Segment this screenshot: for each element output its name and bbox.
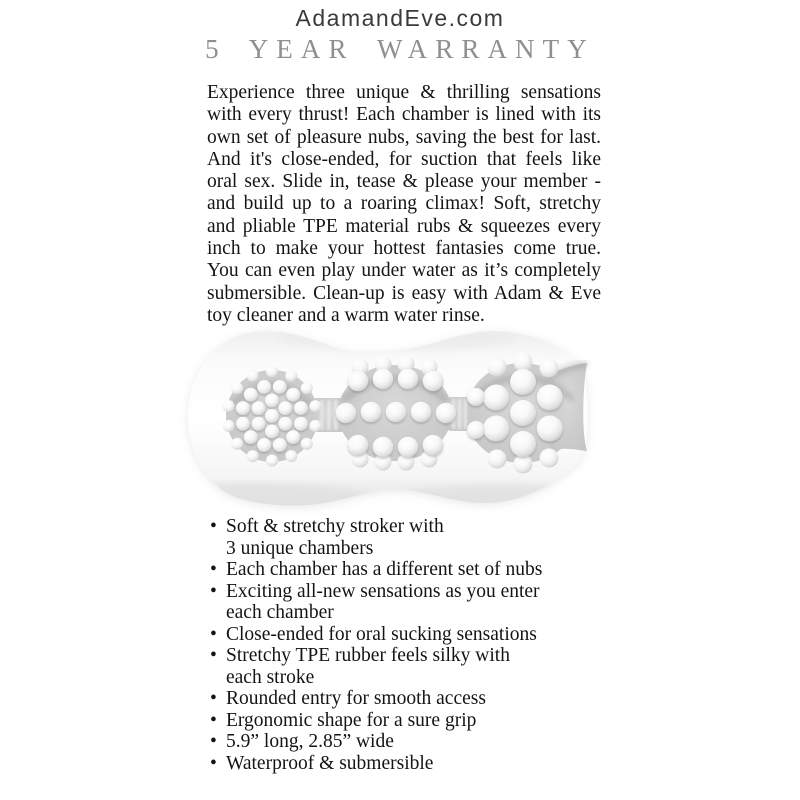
nub [467, 421, 485, 439]
nub [252, 417, 266, 431]
nub [294, 417, 308, 431]
nub [436, 403, 457, 424]
nub [348, 435, 369, 456]
nub [236, 417, 250, 431]
scallop-bump [247, 370, 259, 382]
nub [278, 401, 292, 415]
scallop-bump [540, 449, 559, 468]
bullet-marker: • [210, 688, 217, 709]
nub [423, 435, 444, 456]
feature-line [210, 602, 614, 624]
bullet-marker: • [210, 516, 217, 537]
nub [286, 430, 300, 444]
bullet-marker: • [210, 709, 217, 731]
nub [273, 438, 287, 452]
nub [386, 402, 407, 423]
feature-item [210, 516, 614, 559]
feature-item [210, 624, 614, 646]
feature-item [210, 753, 614, 775]
description-line: And it's close-ended, for suction that feels like [207, 148, 601, 170]
feature-line [210, 753, 614, 775]
feature-text: Ergonomic shape for a sure grip [226, 709, 477, 731]
scallop-bump [540, 359, 559, 378]
bullet-marker: • [210, 559, 217, 580]
scallop-bump [223, 420, 235, 432]
feature-text: Exciting all-new sensations as you enter [226, 580, 540, 602]
nub [348, 371, 369, 392]
scallop-bump [309, 400, 321, 412]
nub [398, 369, 419, 390]
nub [373, 369, 394, 390]
feature-line [210, 645, 614, 667]
feature-text: Close-ended for oral sucking sensations [226, 623, 537, 645]
nub [278, 417, 292, 431]
scallop-bump [301, 382, 313, 394]
nub [483, 385, 509, 411]
nub [257, 380, 271, 394]
nub [483, 416, 509, 442]
feature-text: Waterproof & submersible [226, 752, 434, 774]
nub [265, 409, 279, 423]
feature-text: each stroke [226, 666, 315, 688]
nub [265, 394, 279, 408]
scallop-bump [488, 358, 507, 377]
nub [244, 388, 258, 402]
nub [257, 438, 271, 452]
nub [411, 402, 432, 423]
scallop-bump [266, 455, 278, 467]
feature-item [210, 645, 614, 688]
feature-text: 3 unique chambers [226, 537, 374, 559]
description-line: toy cleaner and a warm water rinse. [207, 304, 485, 326]
nub [273, 380, 287, 394]
feature-item [210, 581, 614, 624]
nub [244, 430, 258, 444]
bullet-marker: • [210, 645, 217, 666]
feature-item [210, 688, 614, 710]
scallop-bump [488, 450, 507, 469]
nub [373, 437, 394, 458]
nub [286, 388, 300, 402]
feature-text: Stretchy TPE rubber feels silky with [226, 645, 510, 666]
nub [537, 416, 563, 442]
warranty-heading: 5 YEAR WARRANTY [205, 34, 595, 64]
description-line: oral sex. Slide in, tease & please your member - [207, 171, 601, 193]
description-line: and build up to a roaring climax! Soft, stretchy [207, 193, 601, 215]
nub [265, 425, 279, 439]
bullet-marker: • [210, 623, 217, 645]
description-line: inch to make your hottest fantasies come true. [207, 238, 601, 260]
feature-line [210, 581, 614, 603]
description-line: with every thrust! Each chamber is lined with its [207, 104, 601, 126]
scallop-bump [266, 366, 278, 378]
feature-item [210, 710, 614, 732]
feature-text: each chamber [226, 602, 334, 623]
scallop-bump [285, 370, 297, 382]
product-illustration [170, 320, 630, 515]
scallop-bump [247, 450, 259, 462]
feature-line [210, 688, 614, 710]
feature-list [210, 516, 614, 774]
scallop-bump [514, 353, 533, 372]
description [207, 82, 601, 327]
scallop-bump [301, 438, 313, 450]
nub [510, 431, 536, 457]
feature-text: Each chamber has a different set of nubs [226, 559, 543, 580]
nub [336, 403, 357, 424]
nub [294, 401, 308, 415]
feature-line [210, 710, 614, 732]
feature-item [210, 731, 614, 753]
scallop-bump [514, 455, 533, 474]
nub [361, 402, 382, 423]
nub [236, 401, 250, 415]
scallop-bump [309, 420, 321, 432]
feature-line [210, 731, 614, 753]
nub [510, 400, 536, 426]
feature-line [210, 538, 614, 560]
scallop-bump [223, 400, 235, 412]
feature-text: 5.9” long, 2.85” wide [226, 731, 394, 752]
feature-line [210, 516, 614, 538]
nub [467, 388, 485, 406]
scallop-bump [231, 382, 243, 394]
nub [510, 369, 536, 395]
bullet-marker: • [210, 752, 217, 774]
feature-line [210, 667, 614, 689]
description-line: submersible. Clean-up is easy with Adam & Eve [207, 282, 601, 304]
description-line: own set of pleasure nubs, saving the best for last. [207, 126, 601, 148]
feature-text: Rounded entry for smooth access [226, 688, 486, 709]
scallop-bump [285, 450, 297, 462]
nub [423, 371, 444, 392]
feature-line [210, 624, 614, 646]
bullet-marker: • [210, 731, 217, 752]
feature-line [210, 559, 614, 581]
description-line: Experience three unique & thrilling sensations [207, 82, 601, 103]
scallop-bump [231, 438, 243, 450]
nub [398, 437, 419, 458]
description-line: You can even play under water as it’s completely [207, 260, 601, 282]
nub [252, 401, 266, 415]
site-title: AdamandEve.com [295, 5, 505, 31]
description-line: and pliable TPE material rubs & squeezes every [207, 215, 601, 237]
bullet-marker: • [210, 580, 217, 602]
feature-text: Soft & stretchy stroker with [226, 516, 444, 537]
feature-item [210, 559, 614, 581]
nub [537, 385, 563, 411]
